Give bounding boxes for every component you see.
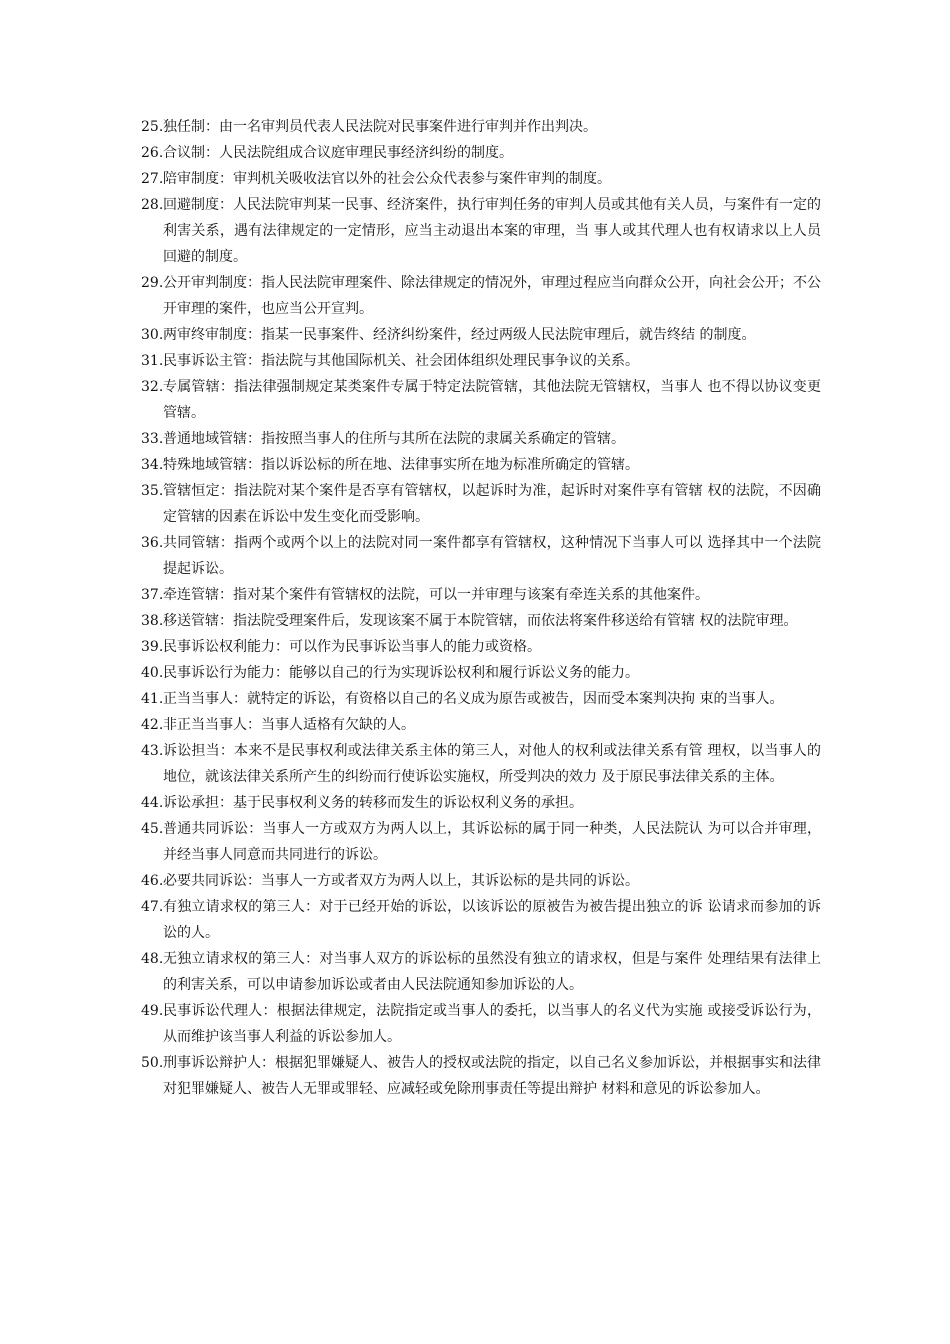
item-number: 40. — [141, 665, 164, 681]
item-number: 44. — [141, 795, 164, 811]
item-definition: 必要共同诉讼：当事人一方或者双方为两人以上，其诉讼标的是共同的诉讼。 — [163, 873, 639, 889]
list-item — [141, 894, 821, 946]
list-item — [141, 738, 821, 790]
item-number: 26. — [141, 145, 164, 161]
list-item — [141, 686, 821, 712]
item-definition: 民事诉讼代理人：根据法律规定，法院指定或当事人的委托，以当事人的名义代为实施 或接受诉讼行为，从而维护该当事人利益的诉讼参加人。 — [163, 1003, 821, 1045]
item-number: 32. — [141, 379, 164, 395]
item-definition: 牵连管辖：指对某个案件有管辖权的法院，可以一并审理与该案有牵连关系的其他案件。 — [163, 587, 709, 603]
list-item — [141, 530, 821, 582]
item-number: 43. — [141, 743, 164, 759]
list-item — [141, 608, 821, 634]
item-number: 41. — [141, 691, 164, 707]
list-item — [141, 998, 821, 1050]
list-item — [141, 634, 821, 660]
list-item — [141, 946, 821, 998]
item-number: 38. — [141, 613, 164, 629]
item-number: 49. — [141, 1003, 164, 1019]
item-number: 36. — [141, 535, 164, 551]
item-number: 48. — [141, 951, 164, 967]
list-item — [141, 322, 821, 348]
item-number: 25. — [141, 119, 164, 135]
item-definition: 普通共同诉讼：当事人一方或双方为两人以上，其诉讼标的属于同一种类，人民法院认 为可以合并审理，并经当事人同意而共同进行的诉讼。 — [163, 821, 821, 863]
list-item — [141, 790, 821, 816]
item-number: 35. — [141, 483, 164, 499]
item-number: 37. — [141, 587, 164, 603]
item-definition: 陪审制度：审判机关吸收法官以外的社会公众代表参与案件审判的制度。 — [163, 171, 611, 187]
item-definition: 刑事诉讼辩护人：根据犯罪嫌疑人、被告人的授权或法院的指定，以自己名义参加诉讼，并根据事实和法律对犯罪嫌疑人、被告人无罪或罪轻、应减轻或免除刑事责任等提出辩护 材料和意见的诉讼参加人。 — [163, 1055, 821, 1097]
item-definition: 无独立请求权的第三人：对当事人双方的诉讼标的虽然没有独立的请求权，但是与案件 处理结果有法律上的利害关系，可以申请参加诉讼或者由人民法院通知参加诉讼的人。 — [163, 951, 821, 993]
item-definition: 公开审判制度：指人民法院审理案件、除法律规定的情况外，审理过程应当向群众公开，向社会公开；不公开审理的案件，也应当公开宣判。 — [163, 275, 821, 317]
list-item — [141, 192, 821, 270]
item-definition: 移送管辖：指法院受理案件后，发现该案不属于本院管辖，而依法将案件移送给有管辖 权的法院审理。 — [163, 613, 798, 629]
item-number: 34. — [141, 457, 164, 473]
list-item — [141, 582, 821, 608]
list-item — [141, 270, 821, 322]
list-item — [141, 1050, 821, 1102]
item-definition: 合议制：人民法院组成合议庭审理民事经济纠纷的制度。 — [163, 145, 513, 161]
item-definition: 管辖恒定：指法院对某个案件是否享有管辖权，以起诉时为准，起诉时对案件享有管辖 权的法院，不因确定管辖的因素在诉讼中发生变化而受影响。 — [163, 483, 821, 525]
item-number: 29. — [141, 275, 164, 291]
list-item — [141, 478, 821, 530]
item-number: 28. — [141, 197, 164, 213]
list-item — [141, 426, 821, 452]
item-number: 30. — [141, 327, 164, 343]
item-number: 33. — [141, 431, 164, 447]
list-item — [141, 140, 821, 166]
item-definition: 诉讼承担：基于民事权利义务的转移而发生的诉讼权利义务的承担。 — [163, 795, 583, 811]
item-number: 31. — [141, 353, 164, 369]
list-item — [141, 868, 821, 894]
list-item — [141, 114, 821, 140]
item-definition: 共同管辖：指两个或两个以上的法院对同一案件都享有管辖权，这种情况下当事人可以 选择其中一个法院提起诉讼。 — [163, 535, 821, 577]
list-item — [141, 712, 821, 738]
item-number: 46. — [141, 873, 164, 889]
list-item — [141, 452, 821, 478]
item-number: 27. — [141, 171, 164, 187]
item-definition: 民事诉讼行为能力：能够以自己的行为实现诉讼权利和履行诉讼义务的能力。 — [163, 665, 639, 681]
item-number: 42. — [141, 717, 164, 733]
list-item — [141, 348, 821, 374]
list-item — [141, 374, 821, 426]
item-definition: 特殊地域管辖：指以诉讼标的所在地、法律事实所在地为标准所确定的管辖。 — [163, 457, 639, 473]
list-item — [141, 816, 821, 868]
item-number: 39. — [141, 639, 164, 655]
item-number: 47. — [141, 899, 164, 915]
item-definition: 两审终审制度：指某一民事案件、经济纠纷案件，经过两级人民法院审理后，就告终结 的制度。 — [163, 327, 756, 343]
item-definition: 非正当当事人：当事人适格有欠缺的人。 — [163, 717, 415, 733]
list-item — [141, 166, 821, 192]
item-definition: 诉讼担当：本来不是民事权利或法律关系主体的第三人，对他人的权利或法律关系有管 理权，以当事人的地位，就该法律关系所产生的纠纷而行使诉讼实施权，所受判决的效力 及于原民事法律关系的主体。 — [163, 743, 821, 785]
item-definition: 有独立请求权的第三人：对于已经开始的诉讼，以该诉讼的原被告为被告提出独立的诉 讼请求而参加的诉讼的人。 — [163, 899, 821, 941]
item-definition: 民事诉讼权利能力：可以作为民事诉讼当事人的能力或资格。 — [163, 639, 541, 655]
item-definition: 普通地域管辖：指按照当事人的住所与其所在法院的隶属关系确定的管辖。 — [163, 431, 625, 447]
definition-list — [141, 114, 821, 1102]
item-definition: 独任制：由一名审判员代表人民法院对民事案件进行审判并作出判决。 — [163, 119, 597, 135]
item-definition: 专属管辖：指法律强制规定某类案件专属于特定法院管辖，其他法院无管辖权，当事人 也不得以协议变更管辖。 — [163, 379, 821, 421]
item-number: 45. — [141, 821, 164, 837]
item-definition: 民事诉讼主管：指法院与其他国际机关、社会团体组织处理民事争议的关系。 — [163, 353, 639, 369]
item-definition: 回避制度：人民法院审判某一民事、经济案件，执行审判任务的审判人员或其他有关人员，与案件有一定的利害关系，遇有法律规定的一定情形，应当主动退出本案的审理，当 事人或其代理人也有权请求以上人员回避的制度。 — [163, 197, 821, 265]
item-definition: 正当当事人：就特定的诉讼，有资格以自己的名义成为原告或被告，因而受本案判决拘 束的当事人。 — [163, 691, 784, 707]
item-number: 50. — [141, 1055, 164, 1071]
list-item — [141, 660, 821, 686]
